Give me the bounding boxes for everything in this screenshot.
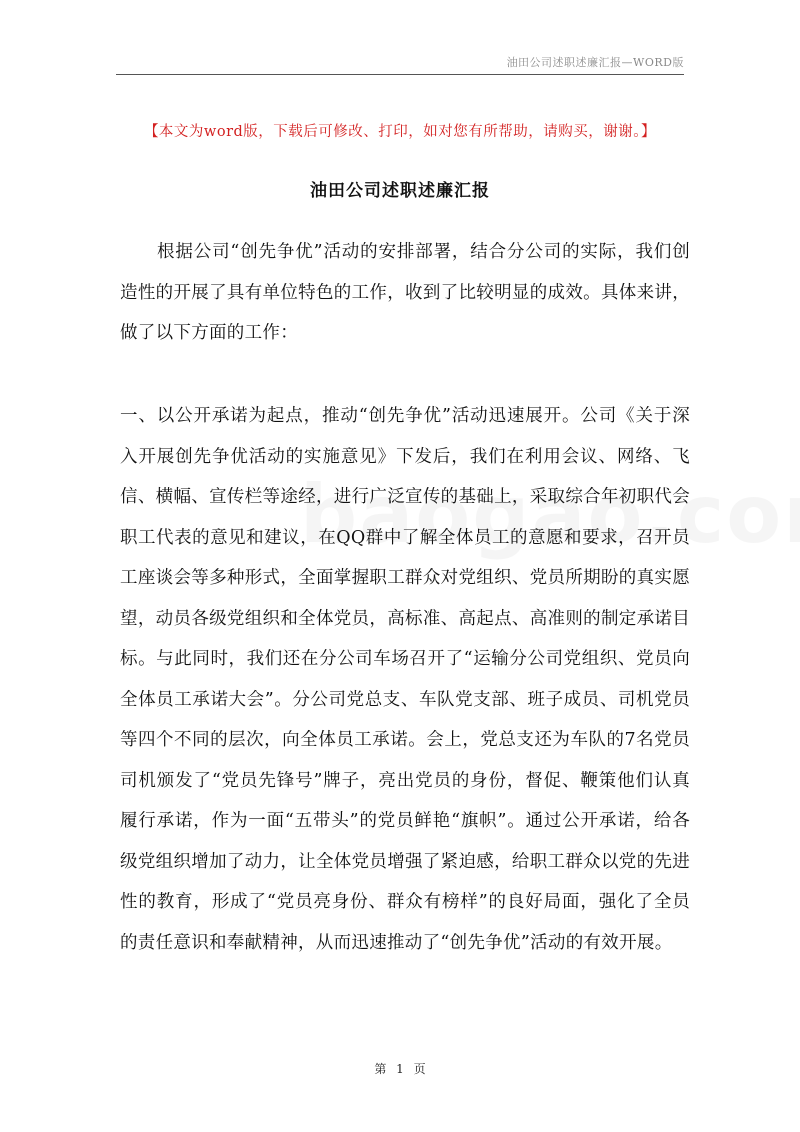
- paragraph-intro: 根据公司“创先争优”活动的安排部署，结合分公司的实际，我们创造性的开展了具有单位特色的工作，收到了比较明显的成效。具体来讲，做了以下方面的工作：: [120, 242, 690, 343]
- running-header: 油田公司述职述廉汇报—WORD版: [506, 56, 684, 69]
- page-prefix: 第: [374, 1062, 387, 1076]
- page-footer: [0, 1060, 800, 1077]
- document-title: 油田公司述职述廉汇报: [310, 181, 490, 201]
- header-divider: [116, 74, 684, 75]
- page-suffix: 页: [413, 1062, 426, 1076]
- purchase-notice: 【本文为word版，下载后可修改、打印，如对您有所帮助，请购买，谢谢。】: [143, 124, 657, 140]
- paragraph-section-1: 一、以公开承诺为起点，推动“创先争优”活动迅速展开。公司《关于深入开展创先争优活动的实施意见》下发后，我们在利用会议、网络、飞信、横幅、宣传栏等途经，进行广泛宣传的基础上，采取综合年初职代会职工代表的意见和建议，在QQ群中了解全体员工的意愿和要求，召开员工座谈会等多种形式，全面掌握职工群众对党组织、党员所期盼的真实愿望，动员各级党组织和全体党员，高标准、高起点、高准则的制定承诺目标。与此同时，我们还在分公司车场召开了“运输分公司党组织、党员向全体员工承诺大会”。分公司党总支、车队党支部、班子成员、司机党员等四个不同的层次，向全体员工承诺。会上，党总支还为车队的7名党员司机颁发了“党员先锋号”牌子，亮出党员的身份，督促、鞭策他们认真履行承诺，作为一面“五带头”的党员鲜艳“旗帜”。通过公开承诺，给各级党组织增加了动力，让全体党员增强了紧迫感，给职工群众以党的先进性的教育，形成了“党员亮身份、群众有榜样”的良好局面，强化了全员的责任意识和奉献精神，从而迅速推动了“创先争优”活动的有效开展。: [120, 406, 690, 953]
- page-number: 1: [396, 1062, 404, 1076]
